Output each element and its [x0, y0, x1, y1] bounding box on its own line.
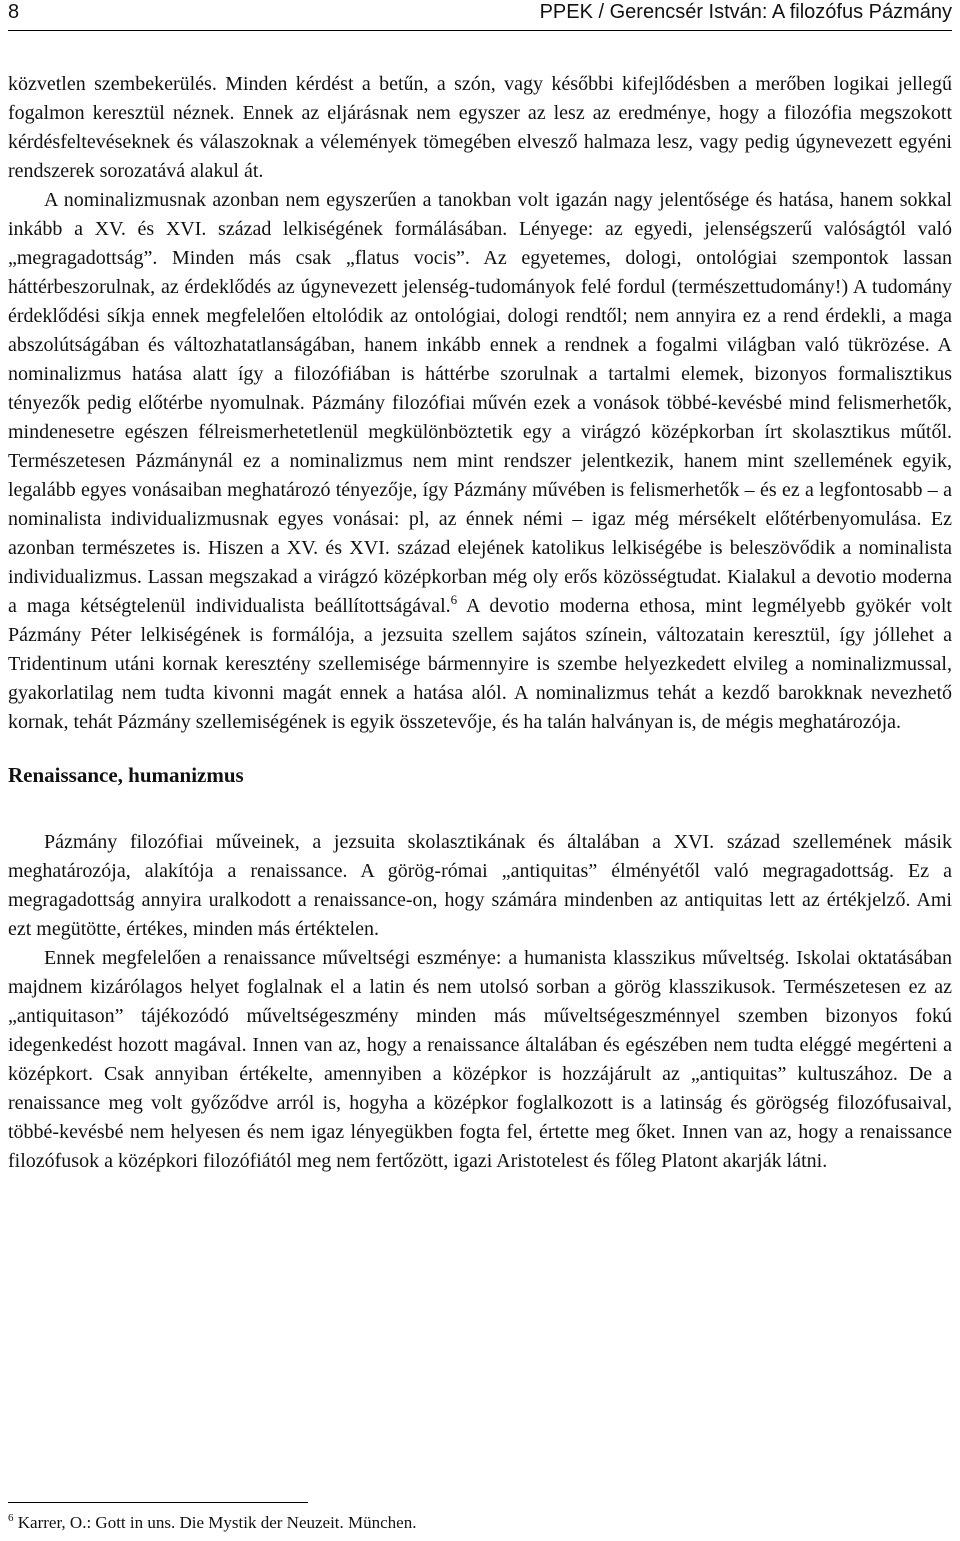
- paragraph-4: Ennek megfelelően a renaissance műveltségi eszménye: a humanista klasszikus műveltség. Iskolai oktatásában majdnem kizárólagos helyet foglalnak el a latin és nem utolsó sorban a görög klasszikusok. Természetesen ez az „antiquitason” tájékozódó műveltségeszmény minden más műveltségeszménnyel szemben bizonyos fokú idegenkedést hozott magával. Innen van az, hogy a renaissance általában és egészében nem tudta eléggé megérteni a középkort. Csak annyiban értékelte, amennyiben a középkor is hozzájárult az „antiquitas” kultuszához. De a renaissance meg volt győződve arról is, hogyha a középkor foglalkozott is a latinság és görögség filozófusaival, többé-kevésbé nem helyesen és nem igaz lényegükben fogta fel, értette meg őket. Innen van az, hogy a renaissance filozófusok a középkori filozófiától meg nem fertőzött, igazi Aristotelest és főleg Platont akarják látni.: [8, 947, 952, 1172]
- section-heading: Renaissance, humanizmus: [8, 763, 244, 787]
- paragraph-3: Pázmány filozófiai műveinek, a jezsuita skolasztikának és általában a XVI. század szellemének másik meghatározója, alakítója a renaissance. A görög-római „antiquitas” élményétől való megragadottság. Ez a megragadottság annyira uralkodott a renaissance-on, hogy számára mindenben az antiquitas lett az értékjelző. Ami ezt megütötte, értékes, minden más értéktelen.: [8, 831, 952, 940]
- footnote-number: 6: [8, 1512, 14, 1524]
- paragraph-2-text: A nominalizmusnak azonban nem egyszerűen a tanokban volt igazán nagy jelentősége és hatása, hanem sokkal inkább a XV. és XVI. század lelkiségének formálásában. Lényege: az egyedi, jelenségszerű valóságtól való „megragadottság”. Minden más csak „flatus vocis”. Az egyetemes, dologi, ontológiai szempontok lassan háttérbeszorulnak, az érdeklődés az úgynevezett jelenség-tudományok felé fordul (természettudomány!) A tudomány érdeklődési síkja ennek megfelelően eltolódik az ontológiai, dologi rendtől; nem annyira ez a rend érdekli, a maga abszolútságában és változhatatlanságában, hanem inkább ennek a rendnek a fogalmi világban való tükrözése. A nominalizmus hatása alatt így a filozófiában is háttérbe szorulnak a tartalmi elemek, bizonyos formalisztikus tényezők pedig előtérbe nyomulnak. Pázmány filozófiai művén ezek a vonások többé-kevésbé mind felismerhetők, mindenesetre egészen félreismerhetetlenül megkülönböztetik egy a virágzó középkorban írt skolasztikus műtől. Természetesen Pázmánynál ez a nominalizmus nem mint rendszer jelentkezik, hanem mint szellemének egyik, legalább egyes vonásaiban meghatározó tényezője, így Pázmány művében is felismerhetők – és ez a legfontosabb – a nominalista individualizmusnak egyes vonásai: pl, az énnek némi – igaz még mérsékelt előtérbenyomulása. Ez azonban természetes is. Hiszen a XV. és XVI. század elejének katolikus lelkiségébe is beleszövődik a nominalista individualizmus. Lassan megszakad a virágzó középkorban még oly erős közösségtudat. Kialakul a devotio moderna a maga kétségtelenül individualista beállítottságával.: [8, 189, 952, 617]
- page-number: 8: [8, 1, 20, 23]
- footnote: [8, 1512, 416, 1534]
- running-title: PPEK / Gerencsér István: A filozófus Pázmány: [539, 1, 952, 23]
- footnote-ref-6[interactable]: 6: [450, 592, 458, 607]
- paragraph-2-text-cont: A devotio moderna ethosa, mint legmélyebb gyökér volt Pázmány Péter lelkiségének is formálója, a jezsuita szellem sajátos színein, változatain keresztül, így jóllehet a Tridentinum utáni kornak keresztény szellemisége bármennyire is szembe helyezkedett elvileg a nominalizmussal, gyakorlatilag nem tudta kivonni magát ennek a hatása alól. A nominalizmus tehát a kezdő barokknak nevezhető kornak, tehát Pázmány szellemiségének is egyik összetevője, és ha talán halványan is, de mégis meghatározója.: [8, 595, 952, 733]
- main-text: [8, 70, 952, 1176]
- page-header: [8, 0, 952, 28]
- header-rule: [8, 30, 952, 31]
- footnote-text: Karrer, O.: Gott in uns. Die Mystik der Neuzeit. München.: [17, 1513, 417, 1532]
- footnote-rule: [8, 1502, 308, 1503]
- paragraph-1: közvetlen szembekerülés. Minden kérdést a betűn, a szón, vagy későbbi kifejlődésben a merőben logikai jellegű fogalmon keresztül néznek. Ennek az eljárásnak nem egyszer az lesz az eredménye, hogy a filozófia megszokott kérdésfeltevéseknek és válaszoknak a vélemények tömegében elvesző halmaza lesz, vagy pedig úgynevezett egyéni rendszerek sorozatává alakul át.: [8, 73, 952, 182]
- paragraph-2: [8, 186, 952, 737]
